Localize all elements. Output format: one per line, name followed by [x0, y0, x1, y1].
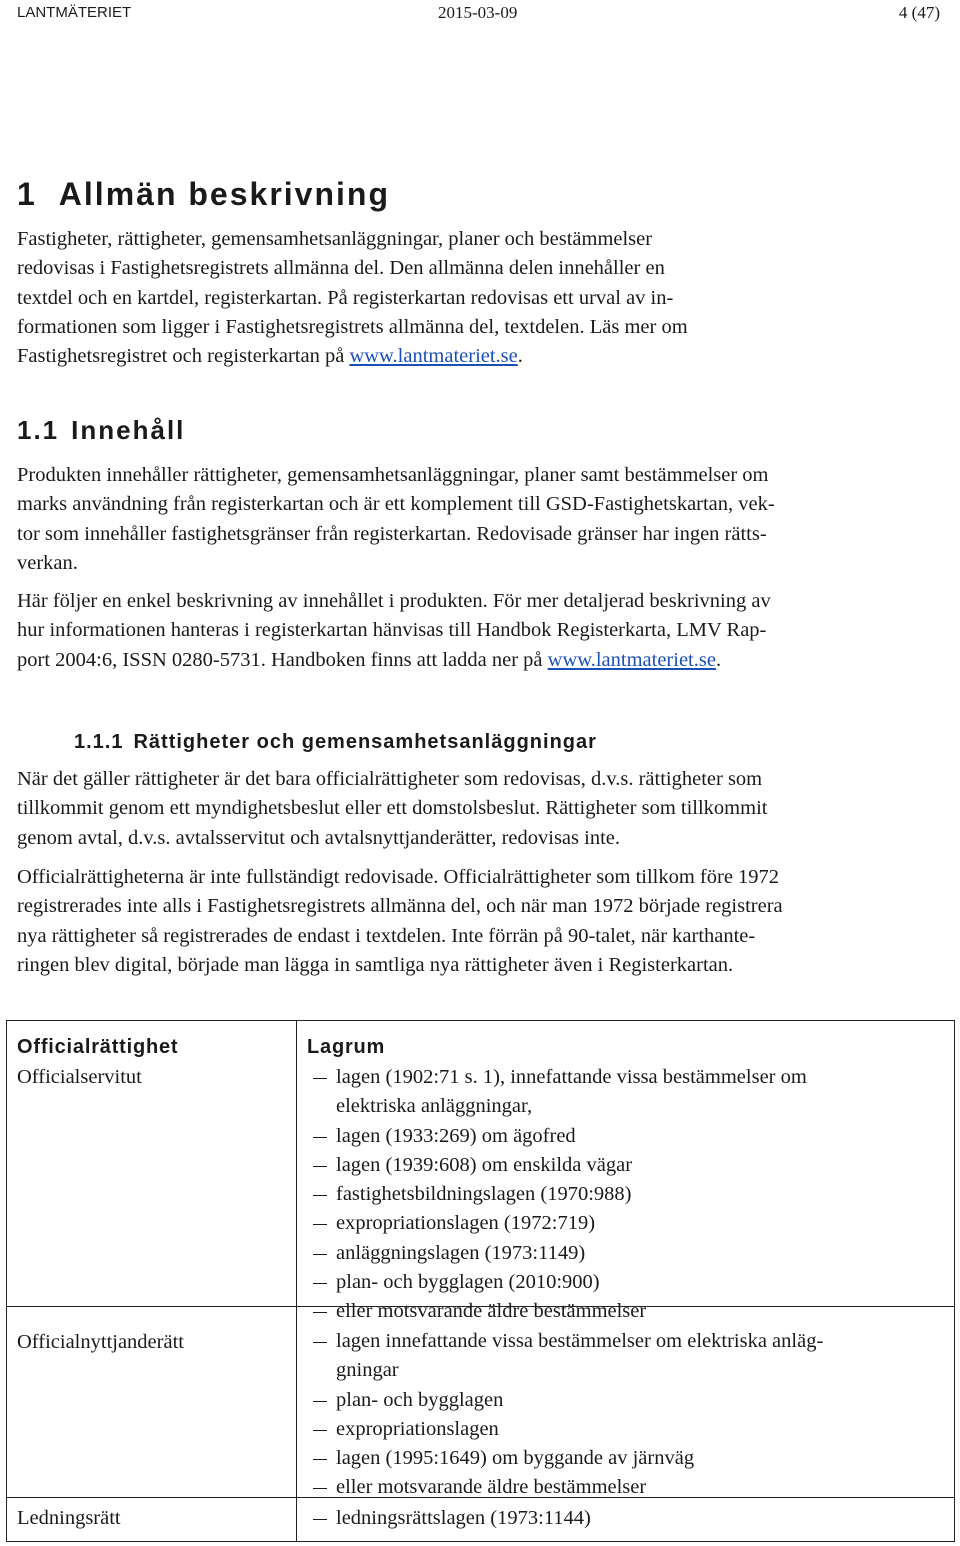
line-text: port 2004:6, ISSN 0280-5731. Handboken finns att ladda ner på: [17, 648, 548, 671]
section-1-1-heading: [17, 413, 185, 447]
law-list-item: [305, 1268, 807, 1297]
law-list-item: [305, 1122, 807, 1151]
dash-bullet-icon: [313, 1224, 327, 1225]
dash-bullet-icon: [313, 1254, 327, 1255]
section-1-1-paragraph-1: [17, 461, 957, 578]
law-text: ledningsrättslagen (1973:1144): [336, 1507, 591, 1529]
header-date: 2015-03-09: [438, 3, 518, 22]
paragraph-line: tor som innehåller fastighetsgränser från registerkartan. Redovisade gränser har ingen rätts-: [17, 522, 767, 545]
paragraph-line: När det gäller rättigheter är det bara officialrättigheter som redovisas, d.v.s. rättigheter som: [17, 768, 763, 790]
dash-bullet-icon: [313, 1283, 327, 1284]
table-header-officialrattighet: Officialrättighet: [17, 1036, 179, 1058]
law-text: expropriationslagen (1972:719): [336, 1212, 596, 1235]
law-list-item: [305, 1327, 823, 1386]
header-org: LANTMÄTERIET: [17, 4, 132, 21]
section-1-1-1-heading: [74, 728, 597, 756]
law-list-item: [305, 1239, 807, 1268]
dash-bullet-icon: [313, 1166, 327, 1167]
lantmateriet-link[interactable]: www.lantmateriet.se: [547, 648, 716, 671]
line-text: Fastighetsregistret och registerkartan på: [17, 345, 350, 368]
dash-bullet-icon: [313, 1312, 327, 1313]
paragraph-line: Fastigheter, rättigheter, gemensamhetsanläggningar, planer och bestämmelser: [17, 228, 653, 250]
dash-bullet-icon: [313, 1401, 327, 1402]
header-page-number: 4 (47): [898, 3, 940, 22]
paragraph-line: hur informationen hanteras i registerkartan hänvisas till Handbok Registerkarta, LMV Rap-: [17, 619, 767, 642]
law-text: plan- och bygglagen: [336, 1388, 504, 1411]
law-text: lagen (1902:71 s. 1), innefattande vissa bestämmelser om: [336, 1066, 807, 1088]
law-list-item: [305, 1063, 807, 1122]
lantmateriet-link[interactable]: www.lantmateriet.se: [349, 345, 518, 368]
paragraph-line: nya rättigheter så registrerades de endast i textdelen. Inte förrän på 90-talet, när karthante-: [17, 924, 756, 947]
paragraph-line: textdel och en kartdel, registerkartan. På registerkartan redovisas ett urval av in-: [17, 286, 674, 309]
law-text: lagen (1933:269) om ägofred: [336, 1124, 576, 1147]
paragraph-line: registrerades inte alls i Fastighetsregistrets allmänna del, och när man 1972 började registrera: [17, 895, 783, 918]
law-list-item: [305, 1415, 823, 1444]
law-text: eller motsvarande äldre bestämmelser: [336, 1300, 647, 1323]
law-text: plan- och bygglagen (2010:900): [336, 1271, 600, 1294]
section-1-heading: [17, 174, 390, 214]
section-1-number: 1: [17, 176, 37, 212]
law-list: [305, 1063, 807, 1327]
section-1-1-1-paragraph-1: [17, 765, 957, 853]
law-text: expropriationslagen: [336, 1417, 499, 1440]
table-cell-right-name: Officialservitut: [17, 1066, 142, 1088]
law-list-item: [305, 1386, 823, 1415]
law-list: [305, 1504, 591, 1533]
section-1-paragraph: [17, 225, 957, 371]
law-list-item: [305, 1504, 591, 1533]
law-text: anläggningslagen (1973:1149): [336, 1241, 586, 1264]
table-column-divider: [296, 1021, 297, 1541]
section-1-1-title: Innehåll: [71, 415, 186, 445]
section-1-1-1-title: Rättigheter och gemensamhetsanläggningar: [133, 731, 597, 753]
law-list: [305, 1327, 823, 1503]
paragraph-line: verkan.: [17, 551, 78, 574]
law-text: lagen (1939:608) om enskilda vägar: [336, 1153, 633, 1176]
law-list-item: [305, 1297, 807, 1326]
dash-bullet-icon: [313, 1195, 327, 1196]
paragraph-line: formationen som ligger i Fastighetsregistrets allmänna del, textdelen. Läs mer om: [17, 315, 688, 338]
paragraph-line: redovisas i Fastighetsregistrets allmänna del. Den allmänna delen innehåller en: [17, 257, 665, 280]
dash-bullet-icon: [313, 1342, 327, 1343]
paragraph-line: Här följer en enkel beskrivning av innehållet i produkten. För mer detaljerad beskrivning av: [17, 590, 771, 612]
law-text: gningar: [336, 1359, 399, 1382]
law-text: eller motsvarande äldre bestämmelser: [336, 1476, 647, 1499]
paragraph-line: Produkten innehåller rättigheter, gemensamhetsanläggningar, planer samt bestämmelser om: [17, 464, 769, 486]
section-1-1-number: 1.1: [17, 415, 60, 445]
paragraph-line: marks användning från registerkartan och är ett komplement till GSD-Fastighetskartan, vek-: [17, 493, 775, 516]
official-rights-table: [6, 1020, 955, 1542]
section-1-1-paragraph-2: [17, 587, 957, 675]
law-list-item: [305, 1473, 823, 1502]
paragraph-line: [17, 342, 957, 371]
law-list-item: [305, 1444, 823, 1473]
dash-bullet-icon: [313, 1137, 327, 1138]
line-text: .: [517, 345, 523, 368]
paragraph-line: ringen blev digital, började man lägga in samtliga nya rättigheter även i Registerkartan.: [17, 953, 734, 976]
table-header-lagrum: Lagrum: [307, 1036, 386, 1058]
law-text: fastighetsbildningslagen (1970:988): [336, 1183, 632, 1206]
line-text: .: [715, 648, 722, 671]
paragraph-line: [17, 646, 957, 675]
dash-bullet-icon: [313, 1488, 327, 1489]
paragraph-line: tillkommit genom ett myndighetsbeslut eller ett domstolsbeslut. Rättigheter som tillkommit: [17, 797, 768, 820]
dash-bullet-icon: [313, 1459, 327, 1460]
law-list-item: [305, 1209, 807, 1238]
dash-bullet-icon: [313, 1430, 327, 1431]
dash-bullet-icon: [313, 1519, 327, 1520]
law-text: elektriska anläggningar,: [336, 1095, 533, 1118]
section-1-1-1-paragraph-2: [17, 863, 957, 980]
paragraph-line: Officialrättigheterna är inte fullständigt redovisade. Officialrättigheter som tillkom före 1972: [17, 866, 780, 888]
dash-bullet-icon: [313, 1078, 327, 1079]
table-cell-right-name: Officialnyttjanderätt: [17, 1331, 184, 1353]
law-list-item: [305, 1151, 807, 1180]
law-text: lagen innefattande vissa bestämmelser om elektriska anläg-: [336, 1330, 824, 1352]
table-cell-right-name: Ledningsrätt: [17, 1507, 121, 1529]
section-1-1-1-number: 1.1.1: [74, 731, 124, 753]
section-1-title: Allmän beskrivning: [58, 176, 390, 212]
law-list-item: [305, 1180, 807, 1209]
paragraph-line: genom avtal, d.v.s. avtalsservitut och avtalsnyttjanderätter, redovisas inte.: [17, 826, 620, 849]
law-text: lagen (1995:1649) om byggande av järnväg: [336, 1447, 695, 1470]
